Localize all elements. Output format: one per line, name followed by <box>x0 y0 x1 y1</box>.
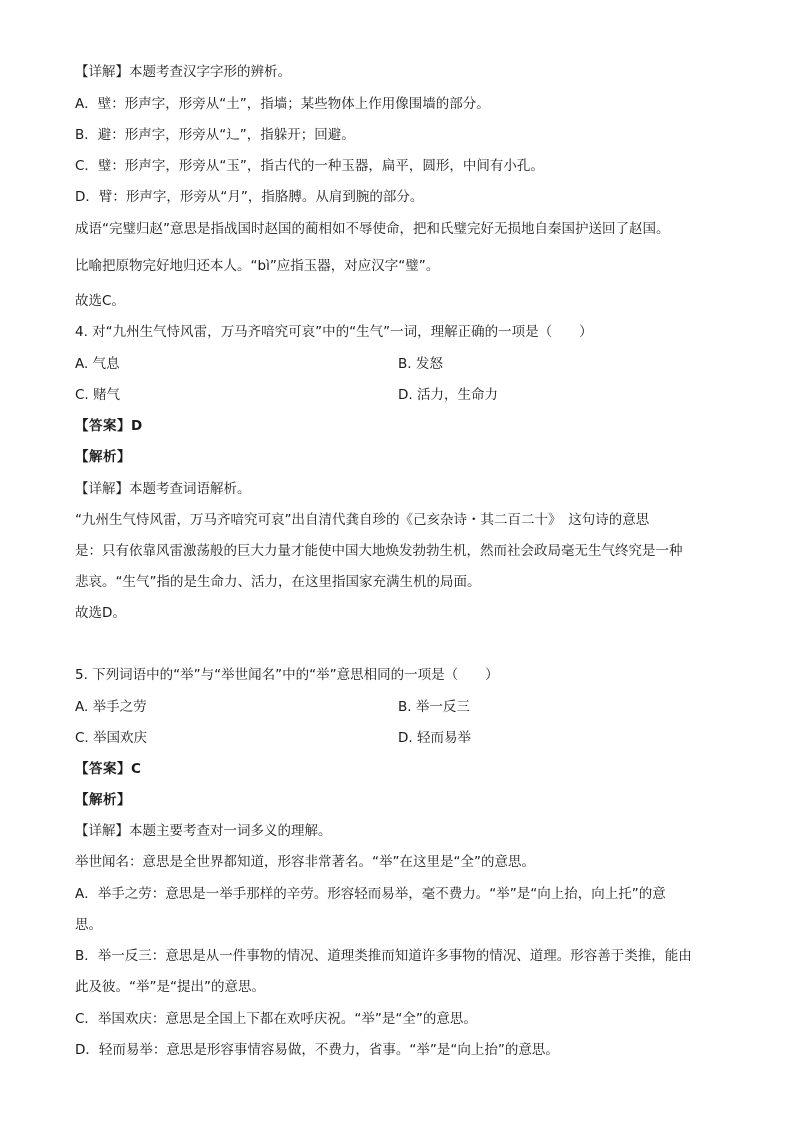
explanation-line: 思。 <box>75 917 102 933</box>
question-4-stem: 4. 对“九州生气恃风雷，万马齐喑究可哀”中的“生气”一词，理解正确的一项是（ ） <box>75 324 593 340</box>
answer-conclusion: 故选C。 <box>75 293 125 309</box>
question-5-option-b: B. 举一反三 <box>398 699 470 715</box>
question-5-option-c: C. 举国欢庆 <box>75 730 148 746</box>
explanation-line: B．举一反三：意思是从一件事物的情况、道理类推而知道许多事物的情况、道理。形容善于类推，能由 <box>75 948 692 964</box>
question-4-option-b: B. 发怒 <box>398 356 443 372</box>
explanation-heading: 【详解】本题主要考查对一词多义的理解。 <box>75 823 332 839</box>
explanation-line: 举世闻名：意思是全世界都知道，形容非常著名。“举”在这里是“全”的意思。 <box>75 854 535 870</box>
analysis-label: 【解析】 <box>75 449 131 465</box>
explanation-line: 成语“完璧归赵”意思是指战国时赵国的蔺相如不辱使命，把和氏璧完好无损地自秦国护送回了赵国。 <box>75 221 670 237</box>
answer-label: 【答案】C <box>75 761 142 777</box>
explanation-line: 是：只有依靠风雷激荡般的巨大力量才能使中国大地焕发勃勃生机，然而社会政局毫无生气终究是一种 <box>75 543 683 559</box>
question-5-option-a: A. 举手之劳 <box>75 699 147 715</box>
question-5-option-d: D. 轻而易举 <box>398 730 471 746</box>
explanation-line: A．举手之劳：意思是一举手那样的辛劳。形容轻而易举，毫不费力。“举”是“向上抬，向上托”的意 <box>75 886 666 902</box>
explanation-line: C．举国欢庆：意思是全国上下都在欢呼庆祝。“举”是“全”的意思。 <box>75 1011 477 1027</box>
answer-label: 【答案】D <box>75 418 143 434</box>
question-4-option-c: C. 赌气 <box>75 387 121 403</box>
explanation-line: 此及彼。“举”是“提出”的意思。 <box>75 979 265 995</box>
analysis-label: 【解析】 <box>75 792 131 808</box>
explanation-line: 比喻把原物完好地归还本人。“bì”应指玉器，对应汉字“璧”。 <box>75 258 440 274</box>
question-4-option-a: A. 气息 <box>75 356 120 372</box>
explanation-heading: 【详解】本题考查汉字字形的辨析。 <box>75 64 291 80</box>
answer-conclusion: 故选D。 <box>75 605 126 621</box>
explanation-heading: 【详解】本题考查词语解析。 <box>75 481 251 497</box>
explanation-line: D．轻而易举：意思是形容事情容易做，不费力，省事。“举”是“向上抬”的意思。 <box>75 1042 559 1058</box>
explanation-line: C．璧：形声字，形旁从“玉”，指古代的一种玉器，扁平，圆形，中间有小孔。 <box>75 158 544 174</box>
question-4-option-d: D. 活力，生命力 <box>398 387 498 403</box>
question-5-stem: 5. 下列词语中的“举”与“举世闻名”中的“举”意思相同的一项是（ ） <box>75 667 499 683</box>
explanation-line: “九州生气恃风雷，万马齐喑究可哀”出自清代龚自珍的《己亥杂诗・其二百二十》 这句诗的意思 <box>75 512 650 528</box>
explanation-line: A．壁：形声字，形旁从“土”，指墙；某些物体上作用像围墙的部分。 <box>75 96 490 112</box>
explanation-line: B．避：形声字，形旁从“辶”，指躲开；回避。 <box>75 127 355 143</box>
explanation-line: D．臂：形声字，形旁从“月”，指胳膊。从肩到腕的部分。 <box>75 189 424 205</box>
explanation-line: 悲哀。“生气”指的是生命力、活力，在这里指国家充满生机的局面。 <box>75 574 481 590</box>
